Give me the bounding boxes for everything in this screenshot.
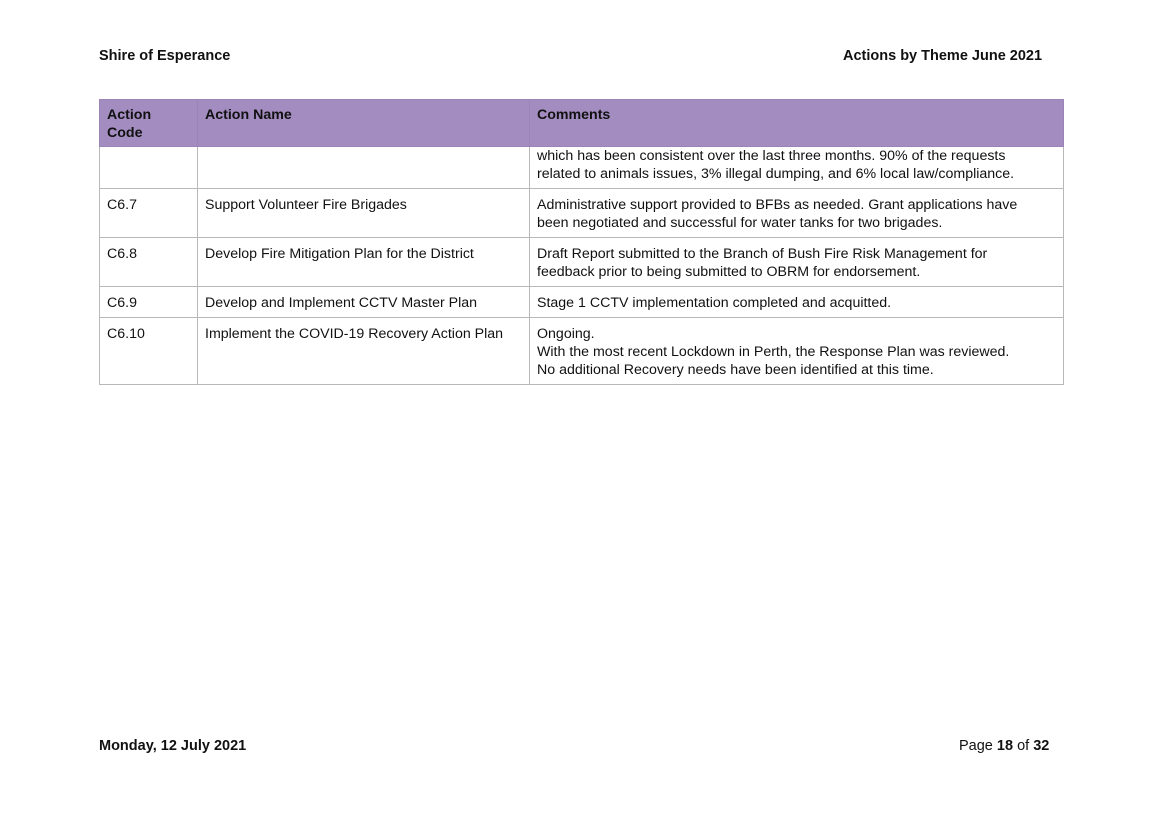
comment-line: related to animals issues, 3% illegal dumping, and 6% local law/compliance.: [537, 166, 1015, 182]
table-row: [100, 238, 1064, 287]
comment-line: which has been consistent over the last three months. 90% of the requests: [537, 148, 1006, 164]
cell-name: Develop Fire Mitigation Plan for the District: [198, 238, 530, 287]
comment-line: Draft Report submitted to the Branch of Bush Fire Risk Management for: [537, 246, 988, 262]
table-row: [100, 318, 1064, 385]
cell-comments: [530, 318, 1064, 385]
cell-name: [198, 147, 530, 189]
column-header-action-code: [100, 100, 198, 147]
cell-name: Implement the COVID-19 Recovery Action Plan: [198, 318, 530, 385]
cell-comments: [530, 287, 1064, 318]
cell-code: C6.9: [100, 287, 198, 318]
cell-name: Develop and Implement CCTV Master Plan: [198, 287, 530, 318]
column-header-comments: Comments: [530, 100, 1064, 147]
comment-line: been negotiated and successful for water tanks for two brigades.: [537, 215, 943, 231]
comment-line: feedback prior to being submitted to OBRM for endorsement.: [537, 264, 921, 280]
comment-line: With the most recent Lockdown in Perth, the Response Plan was reviewed.: [537, 344, 1010, 360]
page-current: 18: [996, 738, 1014, 754]
table-header-row: [100, 100, 1064, 147]
footer-page-number: [959, 738, 1049, 754]
table-row: [100, 189, 1064, 238]
page-word: Page: [959, 738, 993, 754]
table-row: [100, 287, 1064, 318]
header-report-title: Actions by Theme June 2021: [843, 48, 1043, 64]
cell-code: [100, 147, 198, 189]
cell-code: C6.8: [100, 238, 198, 287]
cell-code: C6.10: [100, 318, 198, 385]
page-total: 32: [1033, 738, 1050, 754]
cell-code: C6.7: [100, 189, 198, 238]
page-of: of: [1017, 738, 1030, 754]
comment-line: Ongoing.: [537, 326, 595, 342]
column-header-code-line1: Action: [107, 107, 152, 123]
comment-line: Stage 1 CCTV implementation completed and acquitted.: [537, 295, 892, 311]
actions-table: [99, 99, 1064, 385]
header-organisation: Shire of Esperance: [99, 48, 231, 64]
column-header-code-line2: Code: [107, 125, 143, 141]
cell-comments: [530, 147, 1064, 189]
column-header-action-name: Action Name: [198, 100, 530, 147]
comment-line: No additional Recovery needs have been identified at this time.: [537, 362, 934, 378]
footer-date: Monday, 12 July 2021: [99, 738, 247, 754]
table-row-continuation: [100, 147, 1064, 189]
comment-line: Administrative support provided to BFBs as needed. Grant applications have: [537, 197, 1018, 213]
cell-comments: [530, 189, 1064, 238]
cell-name: Support Volunteer Fire Brigades: [198, 189, 530, 238]
cell-comments: [530, 238, 1064, 287]
